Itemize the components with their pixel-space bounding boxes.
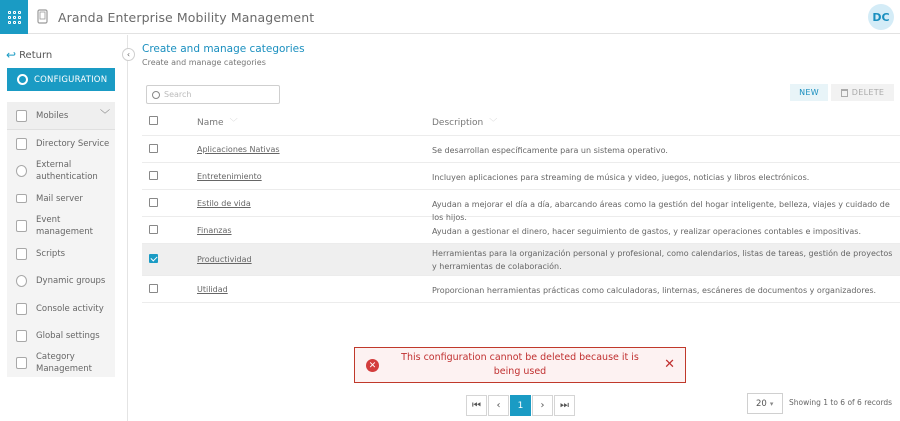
page-number-button[interactable]: 1 [510,395,531,416]
search-icon [152,91,160,99]
sidebar-item-label: External authentication [36,160,98,182]
new-button[interactable]: NEW [790,84,828,101]
row-checkbox[interactable] [149,171,158,180]
category-name-link[interactable]: Aplicaciones Nativas [197,145,280,154]
records-summary: Showing 1 to 6 of 6 records [789,398,893,407]
chevron-left-icon: ‹ [126,50,131,59]
configuration-button[interactable] [7,68,115,91]
category-description: Ayudan a mejorar el día a día, abarcando áreas como la gestión del hogar inteligente, belleza, viajes y cuidado de los hijos. [432,200,890,222]
app-logo-icon [37,9,49,24]
sidebar-item-label: Directory Service [36,138,110,149]
sidebar-item-dynamic-groups[interactable] [7,267,115,295]
row-checkbox[interactable] [149,144,158,153]
sidebar-item-console-activity[interactable] [7,295,115,322]
table-row[interactable] [142,163,900,190]
category-description: Proporcionan herramientas prácticas como calculadoras, linternas, escáneres de documentos y organizadores. [432,286,877,295]
sidebar-item-directory-service[interactable] [7,130,115,157]
previous-page-button[interactable] [488,395,509,416]
pagination [466,395,576,416]
delete-button[interactable] [831,84,894,101]
fingerprint-icon [16,165,27,177]
configuration-label: CONFIGURATION [34,74,108,85]
last-page-button[interactable] [554,395,575,416]
gear-icon [17,74,28,85]
search-input[interactable] [164,90,274,99]
column-header-label: Name [197,118,224,128]
mobile-icon [16,110,27,122]
table-row[interactable] [142,190,900,222]
column-header-name[interactable] [197,117,238,128]
table-row[interactable] [142,136,900,163]
groups-icon [16,275,27,287]
category-description: Incluyen aplicaciones para streaming de música y video, juegos, noticias y libros electrónicos. [432,173,810,182]
first-page-button[interactable] [466,395,487,416]
sidebar-item-global-settings[interactable] [7,322,115,349]
activity-icon [16,303,27,315]
page-size-value: 20 [756,398,767,409]
dropdown-arrow-icon: ▾ [769,399,774,408]
top-bar [0,0,900,34]
row-checkbox[interactable] [149,198,158,207]
error-message: This configuration cannot be deleted because it is being used [401,352,639,377]
sidebar-item-label: Scripts [36,248,66,259]
page-subtitle: Create and manage categories [142,58,266,67]
apps-menu-button[interactable] [0,0,28,34]
user-avatar[interactable]: DC [868,4,894,30]
close-icon[interactable]: ✕ [664,357,675,372]
error-icon: ✕ [366,359,379,372]
sidebar-item-mobiles[interactable] [7,102,115,130]
error-toast [354,347,686,383]
categories-table [142,109,900,303]
table-row[interactable] [142,217,900,244]
row-checkbox[interactable] [149,254,158,263]
last-page-icon: ⏭ [560,400,569,411]
event-icon [16,220,27,232]
category-name-link[interactable]: Entretenimiento [197,172,262,181]
row-checkbox[interactable] [149,225,158,234]
table-row[interactable] [142,276,900,303]
sort-icon: ﹀ [489,118,498,127]
sidebar-item-label: Mail server [36,193,83,204]
script-icon [16,248,27,260]
return-label: Return [19,49,53,61]
table-header-row [142,109,900,136]
column-header-description[interactable] [432,117,497,128]
category-name-link[interactable]: Estilo de vida [197,199,251,208]
search-box[interactable] [146,85,280,104]
sidebar-item-external-authentication[interactable] [7,157,115,185]
sidebar-item-category-management[interactable] [7,349,115,377]
sidebar-item-scripts[interactable] [7,240,115,267]
first-page-icon: ⏮ [472,400,481,411]
next-page-button[interactable] [532,395,553,416]
category-description: Herramientas para la organización personal y profesional, como calendarios, listas de tareas, gestión de proyectos y herramientas de colaboración. [432,249,893,271]
column-header-label: Description [432,118,484,128]
sidebar-item-label: Dynamic groups [36,276,106,286]
sidebar-item-label: Mobiles [36,110,69,121]
category-name-link[interactable]: Utilidad [197,285,228,294]
chevron-down-icon: ﹀ [100,110,110,121]
category-description: Se desarrollan específicamente para un sistema operativo. [432,146,668,155]
category-description: Ayudan a gestionar el dinero, hacer seguimiento de gastos, y realizar operaciones contables e impositivas. [432,227,862,236]
sidebar [0,35,131,421]
category-icon [16,357,27,369]
sidebar-item-label: Console activity [36,303,104,314]
sidebar-item-label: Category Management [36,352,92,374]
sort-icon: ﹀ [229,118,238,127]
mail-icon [16,194,27,203]
category-name-link[interactable]: Productividad [197,255,252,264]
sidebar-item-label: Event management [36,215,93,237]
chevron-right-icon: › [540,400,545,411]
sidebar-item-mail-server[interactable] [7,185,115,212]
trash-icon [841,89,848,97]
page-size-select[interactable] [747,393,783,414]
row-checkbox[interactable] [149,284,158,293]
sidebar-item-label: Global settings [36,330,100,341]
apps-grid-icon [8,11,21,24]
select-all-checkbox[interactable] [149,116,158,125]
directory-icon [16,138,27,150]
sidebar-menu [7,102,115,377]
return-link[interactable] [6,48,52,62]
chevron-left-icon: ‹ [496,400,501,411]
settings-sliders-icon [16,330,27,342]
table-row[interactable] [142,244,900,276]
delete-label: DELETE [851,88,885,97]
sidebar-item-event-management[interactable] [7,212,115,240]
category-name-link[interactable]: Finanzas [197,226,232,235]
app-title: Aranda Enterprise Mobility Management [58,10,315,25]
return-arrow-icon: ↩ [6,48,17,62]
collapse-sidebar-button[interactable] [122,48,135,61]
page-title: Create and manage categories [142,43,305,55]
